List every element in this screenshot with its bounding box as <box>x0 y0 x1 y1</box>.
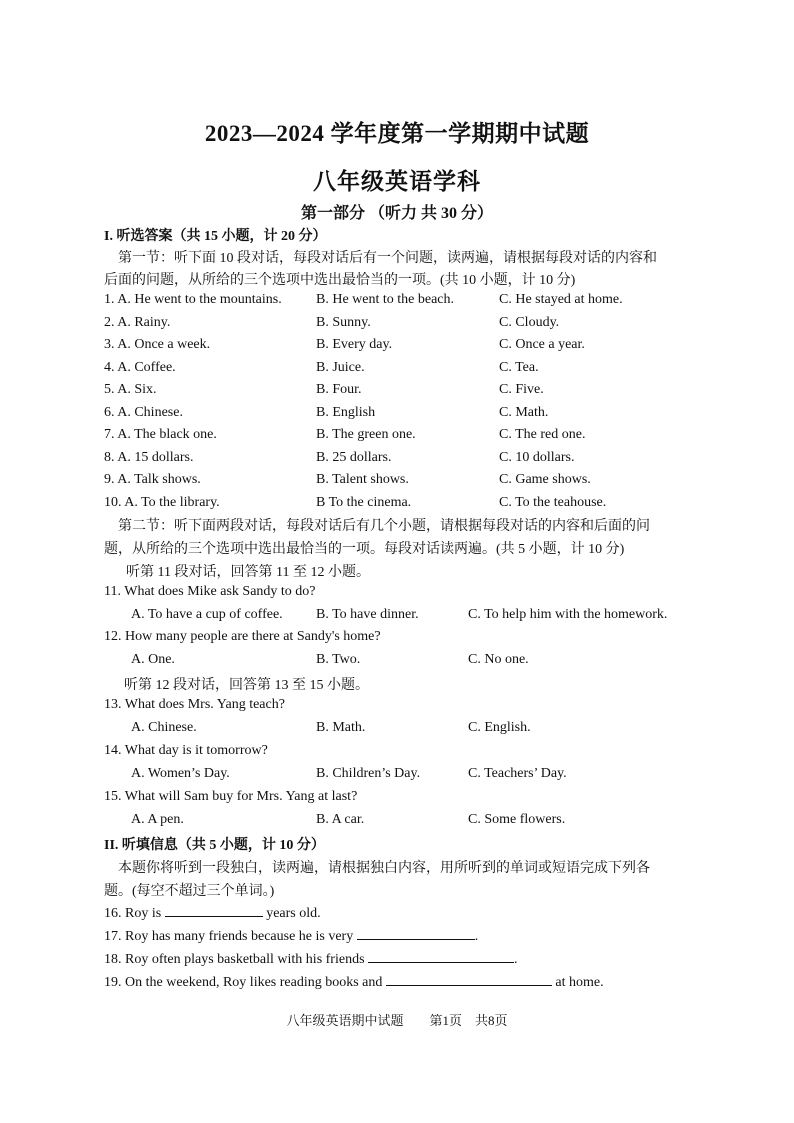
part2-intro-line1: 第二节：听下面两段对话，每段对话后有几个小题，请根据每段对话的内容和后面的问 <box>118 519 650 534</box>
q3-option-b: B. Every day. <box>316 337 393 352</box>
question-13: 13. What does Mrs. Yang teach? <box>104 697 285 712</box>
q4-option-b: B. Juice. <box>316 360 365 375</box>
q10-option-a: 10. A. To the library. <box>104 495 220 510</box>
q2-option-b: B. Sunny. <box>316 315 371 330</box>
q16-text: 16. Roy is <box>104 906 162 921</box>
section2-intro-line2: 题。(每空不超过三个单词。) <box>104 884 275 899</box>
dialog-11-instruction: 听第 11 段对话，回答第 11 至 12 小题。 <box>126 565 370 580</box>
q18-text-end: . <box>514 952 518 967</box>
q17-answer-blank[interactable] <box>357 927 475 940</box>
q14-option-b: B. Children’s Day. <box>316 766 421 781</box>
q4-option-a: 4. A. Coffee. <box>104 360 176 375</box>
q9-option-a: 9. A. Talk shows. <box>104 472 201 487</box>
q2-option-a: 2. A. Rainy. <box>104 315 171 330</box>
q16-text-end: years old. <box>266 906 321 921</box>
q7-option-a: 7. A. The black one. <box>104 427 217 442</box>
q4-option-c: C. Tea. <box>499 360 539 375</box>
part-heading: 第一部分 （听力 共 30 分） <box>300 205 493 222</box>
q16-answer-blank[interactable] <box>165 904 263 917</box>
q13-option-b: B. Math. <box>316 720 366 735</box>
q14-option-a: A. Women’s Day. <box>131 766 230 781</box>
question-16 <box>104 904 321 922</box>
q17-text-end: . <box>474 929 479 944</box>
q3-option-a: 3. A. Once a week. <box>104 337 211 352</box>
q10-option-c: C. To the teahouse. <box>499 495 607 510</box>
question-17 <box>104 927 478 945</box>
q3-option-c: C. Once a year. <box>499 337 585 352</box>
q9-option-c: C. Game shows. <box>499 472 591 487</box>
q6-option-b: B. English <box>316 405 376 420</box>
q13-option-c: C. English. <box>468 720 531 735</box>
question-15: 15. What will Sam buy for Mrs. Yang at last? <box>104 789 358 804</box>
question-19 <box>104 973 604 991</box>
exam-title: 2023—2024 学年度第一学期期中试题 <box>204 121 590 146</box>
part1-intro-line2: 后面的问题，从所给的三个选项中选出最恰当的一项。(共 10 小题，计 10 分) <box>104 273 576 288</box>
q5-option-c: C. Five. <box>499 382 544 397</box>
q12-option-b: B. Two. <box>316 652 361 667</box>
q12-option-c: C. No one. <box>468 652 529 667</box>
exam-subtitle: 八年级英语学科 <box>313 169 481 194</box>
q11-option-c: C. To help him with the homework. <box>468 607 668 622</box>
page-footer: 八年级英语期中试题 第1页 共8页 <box>286 1013 508 1028</box>
q15-option-b: B. A car. <box>316 812 365 827</box>
q2-option-c: C. Cloudy. <box>499 315 560 330</box>
section2-heading: II. 听填信息（共 5 小题，计 10 分） <box>104 838 325 853</box>
q18-answer-blank[interactable] <box>368 950 514 963</box>
q14-option-c: C. Teachers’ Day. <box>468 766 567 781</box>
q5-option-a: 5. A. Six. <box>104 382 157 397</box>
section2-intro-line1: 本题你将听到一段独白，读两遍，请根据独白内容，用所听到的单词或短语完成下列各 <box>118 861 650 876</box>
q18-text: 18. Roy often plays basketball with his friends <box>104 952 365 967</box>
q15-option-c: C. Some flowers. <box>468 812 566 827</box>
q1-option-b: B. He went to the beach. <box>316 292 455 307</box>
q1-option-a: 1. A. He went to the mountains. <box>104 292 282 307</box>
section1-heading: I. 听选答案（共 15 小题，计 20 分） <box>104 229 327 244</box>
q5-option-b: B. Four. <box>316 382 362 397</box>
q13-option-a: A. Chinese. <box>131 720 197 735</box>
q19-text-end: at home. <box>555 975 604 990</box>
q10-option-b: B To the cinema. <box>316 495 412 510</box>
q7-option-c: C. The red one. <box>499 427 586 442</box>
q8-option-a: 8. A. 15 dollars. <box>104 450 194 465</box>
q19-text: 19. On the weekend, Roy likes reading books and <box>104 975 383 990</box>
part1-intro-line1: 第一节：听下面 10 段对话，每段对话后有一个问题，读两遍，请根据每段对话的内容和 <box>118 251 657 266</box>
q12-option-a: A. One. <box>131 652 175 667</box>
q6-option-a: 6. A. Chinese. <box>104 405 183 420</box>
q8-option-b: B. 25 dollars. <box>316 450 392 465</box>
part2-intro-line2: 题，从所给的三个选项中选出最恰当的一项。每段对话读两遍。(共 5 小题，计 10 分) <box>104 542 625 557</box>
q17-text: 17. Roy has many friends because he is very <box>104 929 354 944</box>
q7-option-b: B. The green one. <box>316 427 416 442</box>
q9-option-b: B. Talent shows. <box>316 472 409 487</box>
q11-option-a: A. To have a cup of coffee. <box>131 607 283 622</box>
question-14: 14. What day is it tomorrow? <box>104 743 268 758</box>
question-12: 12. How many people are there at Sandy's home? <box>104 629 381 644</box>
q15-option-a: A. A pen. <box>131 812 184 827</box>
q6-option-c: C. Math. <box>499 405 549 420</box>
q11-option-b: B. To have dinner. <box>316 607 419 622</box>
dialog-12-instruction: 听第 12 段对话，回答第 13 至 15 小题。 <box>124 678 369 693</box>
question-18 <box>104 950 518 968</box>
q1-option-c: C. He stayed at home. <box>499 292 623 307</box>
q19-answer-blank[interactable] <box>386 973 552 986</box>
q8-option-c: C. 10 dollars. <box>499 450 575 465</box>
question-11: 11. What does Mike ask Sandy to do? <box>104 584 316 599</box>
